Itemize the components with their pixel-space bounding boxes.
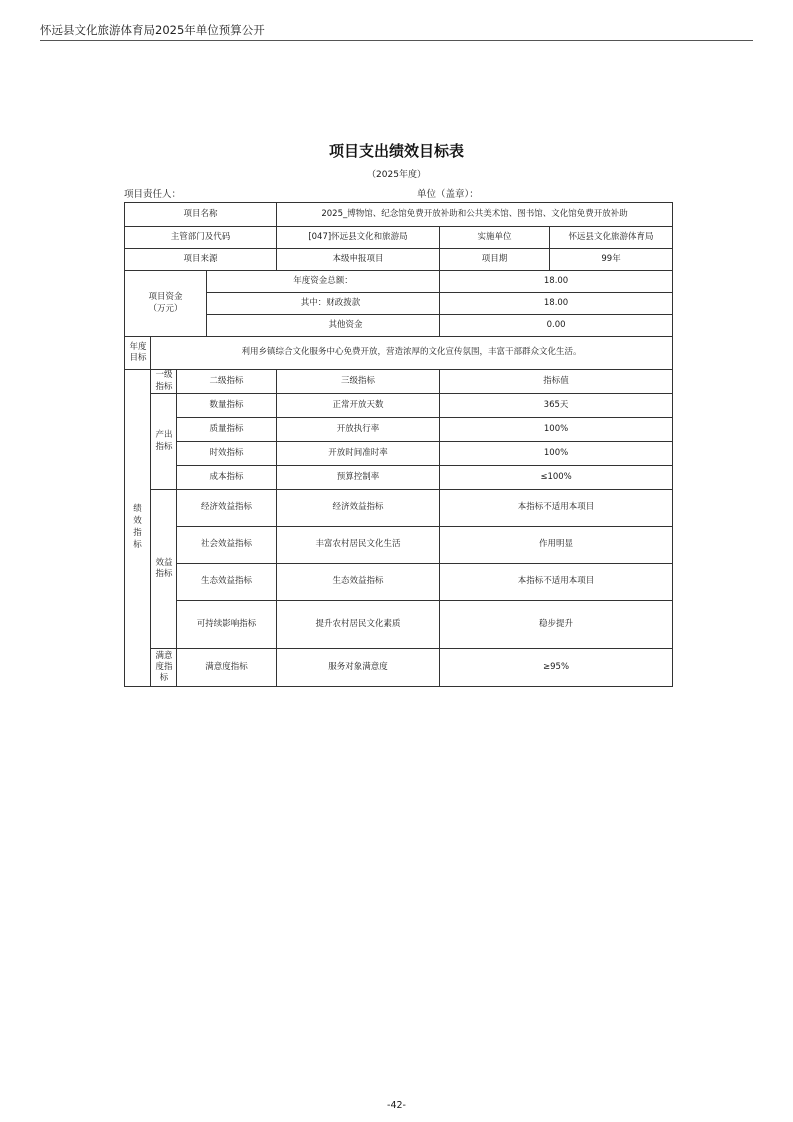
funds-other-value: 0.00 bbox=[440, 315, 673, 337]
output-level2: 时效指标 bbox=[177, 442, 277, 466]
output-level2: 质量指标 bbox=[177, 418, 277, 442]
col-header-value: 指标值 bbox=[440, 370, 673, 394]
source-value: 本级申报项目 bbox=[277, 249, 440, 271]
benefit-level2: 生态效益指标 bbox=[177, 564, 277, 601]
dept-value: [047]怀远县文化和旅游局 bbox=[277, 227, 440, 249]
col-header-level3: 三级指标 bbox=[277, 370, 440, 394]
funds-other-label: 其他资金 bbox=[207, 315, 440, 337]
table-row bbox=[125, 601, 673, 649]
col-header-level1: 一级指标 bbox=[151, 370, 177, 394]
table-row bbox=[125, 370, 673, 394]
table-row bbox=[125, 227, 673, 249]
table-row bbox=[125, 249, 673, 271]
benefit-level2: 社会效益指标 bbox=[177, 527, 277, 564]
annual-goal-label: 年度目标 bbox=[125, 337, 151, 370]
funds-fiscal-value: 18.00 bbox=[440, 293, 673, 315]
funds-fiscal-label: 其中：财政拨款 bbox=[207, 293, 440, 315]
benefit-level3: 提升农村居民文化素质 bbox=[277, 601, 440, 649]
satisfaction-indicator-label: 满意度指标 bbox=[151, 649, 177, 687]
output-level2: 成本指标 bbox=[177, 466, 277, 490]
output-level3: 正常开放天数 bbox=[277, 394, 440, 418]
benefit-value: 作用明显 bbox=[440, 527, 673, 564]
period-label: 项目期 bbox=[440, 249, 550, 271]
benefit-level3: 经济效益指标 bbox=[277, 490, 440, 527]
satisfaction-value: ≥95% bbox=[440, 649, 673, 687]
benefit-value: 本指标不适用本项目 bbox=[440, 564, 673, 601]
dept-label: 主管部门及代码 bbox=[125, 227, 277, 249]
table-row bbox=[125, 418, 673, 442]
annual-goal-text: 利用乡镇综合文化服务中心免费开放，营造浓厚的文化宣传氛围，丰富干部群众文化生活。 bbox=[151, 337, 673, 370]
funds-total-label: 年度资金总额： bbox=[207, 271, 440, 293]
performance-target-table bbox=[124, 202, 673, 687]
funds-total-value: 18.00 bbox=[440, 271, 673, 293]
benefit-level3: 生态效益指标 bbox=[277, 564, 440, 601]
satisfaction-level3: 服务对象满意度 bbox=[277, 649, 440, 687]
benefit-value: 本指标不适用本项目 bbox=[440, 490, 673, 527]
output-indicator-label: 产出指标 bbox=[151, 394, 177, 490]
col-header-level2: 二级指标 bbox=[177, 370, 277, 394]
benefit-indicator-label: 效益指标 bbox=[151, 490, 177, 649]
output-value: 365天 bbox=[440, 394, 673, 418]
period-value: 99年 bbox=[550, 249, 673, 271]
output-level3: 开放执行率 bbox=[277, 418, 440, 442]
table-row bbox=[125, 466, 673, 490]
table-row bbox=[125, 564, 673, 601]
benefit-level2: 经济效益指标 bbox=[177, 490, 277, 527]
output-level2: 数量指标 bbox=[177, 394, 277, 418]
page-title: 项目支出绩效目标表 bbox=[328, 142, 464, 160]
table-row bbox=[125, 442, 673, 466]
satisfaction-level2: 满意度指标 bbox=[177, 649, 277, 687]
header-divider bbox=[40, 40, 753, 41]
page-header: 怀远县文化旅游体育局2025年单位预算公开 bbox=[40, 23, 265, 37]
table-row bbox=[125, 527, 673, 564]
output-value: ≤100% bbox=[440, 466, 673, 490]
source-label: 项目来源 bbox=[125, 249, 277, 271]
impl-unit-label: 实施单位 bbox=[440, 227, 550, 249]
page-number: -42- bbox=[387, 1100, 406, 1111]
project-name-label: 项目名称 bbox=[125, 203, 277, 227]
responsible-person-label: 项目责任人： bbox=[124, 189, 182, 200]
project-name-value: 2025_博物馆、纪念馆免费开放补助和公共美术馆、图书馆、文化馆免费开放补助 bbox=[277, 203, 673, 227]
table-row bbox=[125, 203, 673, 227]
output-level3: 开放时间准时率 bbox=[277, 442, 440, 466]
table-row bbox=[125, 490, 673, 527]
table-row bbox=[125, 315, 673, 337]
year-subtitle: （2025年度） bbox=[367, 170, 426, 180]
output-value: 100% bbox=[440, 442, 673, 466]
table-row bbox=[125, 649, 673, 687]
output-value: 100% bbox=[440, 418, 673, 442]
table-row bbox=[125, 394, 673, 418]
table-row bbox=[125, 293, 673, 315]
impl-unit-value: 怀远县文化旅游体育局 bbox=[550, 227, 673, 249]
table-row bbox=[125, 271, 673, 293]
unit-seal-label: 单位（盖章）： bbox=[417, 189, 479, 200]
benefit-level2: 可持续影响指标 bbox=[177, 601, 277, 649]
benefit-level3: 丰富农村居民文化生活 bbox=[277, 527, 440, 564]
output-level3: 预算控制率 bbox=[277, 466, 440, 490]
performance-indicator-label: 绩效指标 bbox=[125, 370, 151, 687]
funds-label: 项目资金（万元） bbox=[125, 271, 207, 337]
benefit-value: 稳步提升 bbox=[440, 601, 673, 649]
table-row bbox=[125, 337, 673, 370]
